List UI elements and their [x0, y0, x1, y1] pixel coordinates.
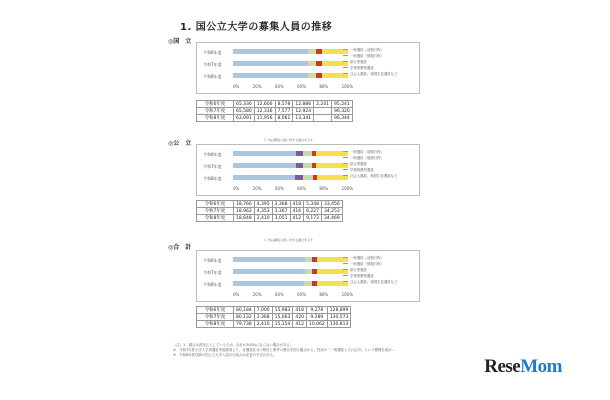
row-label: 令和6年度 [203, 258, 222, 263]
section-public-label: ◎公 立 [168, 140, 192, 147]
section-total-label: ◎合 計 [168, 244, 192, 251]
x-axis: 0% 20% 40% 60% 80% 100% [233, 186, 353, 191]
legend: 一般選抜（前期日程） 一般選抜（後期日程） 総合型選抜 学校推薦型選抜 社会人選抜、帰国生徒選抜など [343, 254, 423, 284]
row-label: 令和8年度 [203, 176, 222, 181]
stacked-bar [233, 269, 348, 274]
footnote: ※ 令和8年度以降の国公立大学入試の仕組みは変更の予定がある。 [173, 353, 277, 357]
stacked-bar [233, 163, 348, 168]
section-national-label: ◎国 立 [168, 38, 192, 45]
row-label: 令和6年度 [203, 152, 222, 157]
row-label: 令和8年度 [203, 74, 222, 79]
row-label: 令和7年度 [203, 164, 222, 169]
table-note: （）内は募集人員に対する割合を示す [262, 238, 314, 242]
page-title: 1. 国公立大学の募集人員の推移 [180, 22, 333, 33]
stacked-bar [233, 151, 348, 156]
row-label: 令和7年度 [203, 270, 222, 275]
data-table-public: 令和6年度 18,766 4,395 3,368 418 5,348 33,456 令和7年度 18,962 4,353 3,367 416 6,227 34,253 令和8年度 18,648 2,410 3,051 412 9,173 34,469 [196, 200, 343, 222]
legend: 一般選抜（前期日程） 一般選抜（後期日程） 総合型選抜 学校推薦型選抜 社会人選抜、帰国生徒選抜など [343, 46, 423, 76]
data-table-total: 令和6年度 80,184 7,000 15,983 418 9,278 128,899 令和7年度 80,132 2,368 15,063 420 9,289 130,573 令和8年度 79,738 2,410 15,154 412 10,062 130,813 [196, 306, 351, 328]
row-label: 令和7年度 [203, 62, 222, 67]
footnote: （注）1 割合は四捨五入しているため、合計が100%にならない場合がある。 [173, 343, 294, 347]
stacked-bar [233, 257, 348, 262]
stacked-bar [233, 73, 348, 78]
table-note: （）内は募集人員に対する割合を示す [262, 138, 314, 142]
stacked-bar [233, 281, 348, 286]
x-axis: 0% 20% 40% 60% 80% 100% [233, 292, 353, 297]
data-table-national: 令和6年度 65,336 12,600 8,578 12,886 2,241 95,241 令和7年度 65,580 12,336 7,577 12,924 96,320 令和8年度 63,091 11,956 8,061 13,341 96,344 [196, 100, 353, 122]
stacked-bar [233, 49, 348, 54]
footnotes [173, 343, 473, 358]
stacked-bar [233, 61, 348, 66]
legend: 一般選抜（前期日程） 一般選抜（後期日程） 総合型選抜 学校推薦型選抜 社会人選抜、帰国生徒選抜など [343, 148, 423, 178]
x-axis: 0% 20% 40% 60% 80% 100% [233, 84, 353, 89]
stacked-bar [233, 175, 348, 180]
footnote: ※ 令和7年度大学入学者選抜実施要項より、各選抜区分の特性と要件の整合を図る観点から、従来の「一般選抜とそれ以外」という整理を改め… [173, 348, 395, 352]
resemom-logo: ReseMom [484, 356, 562, 377]
row-label: 令和8年度 [203, 282, 222, 287]
row-label: 令和6年度 [203, 50, 222, 55]
